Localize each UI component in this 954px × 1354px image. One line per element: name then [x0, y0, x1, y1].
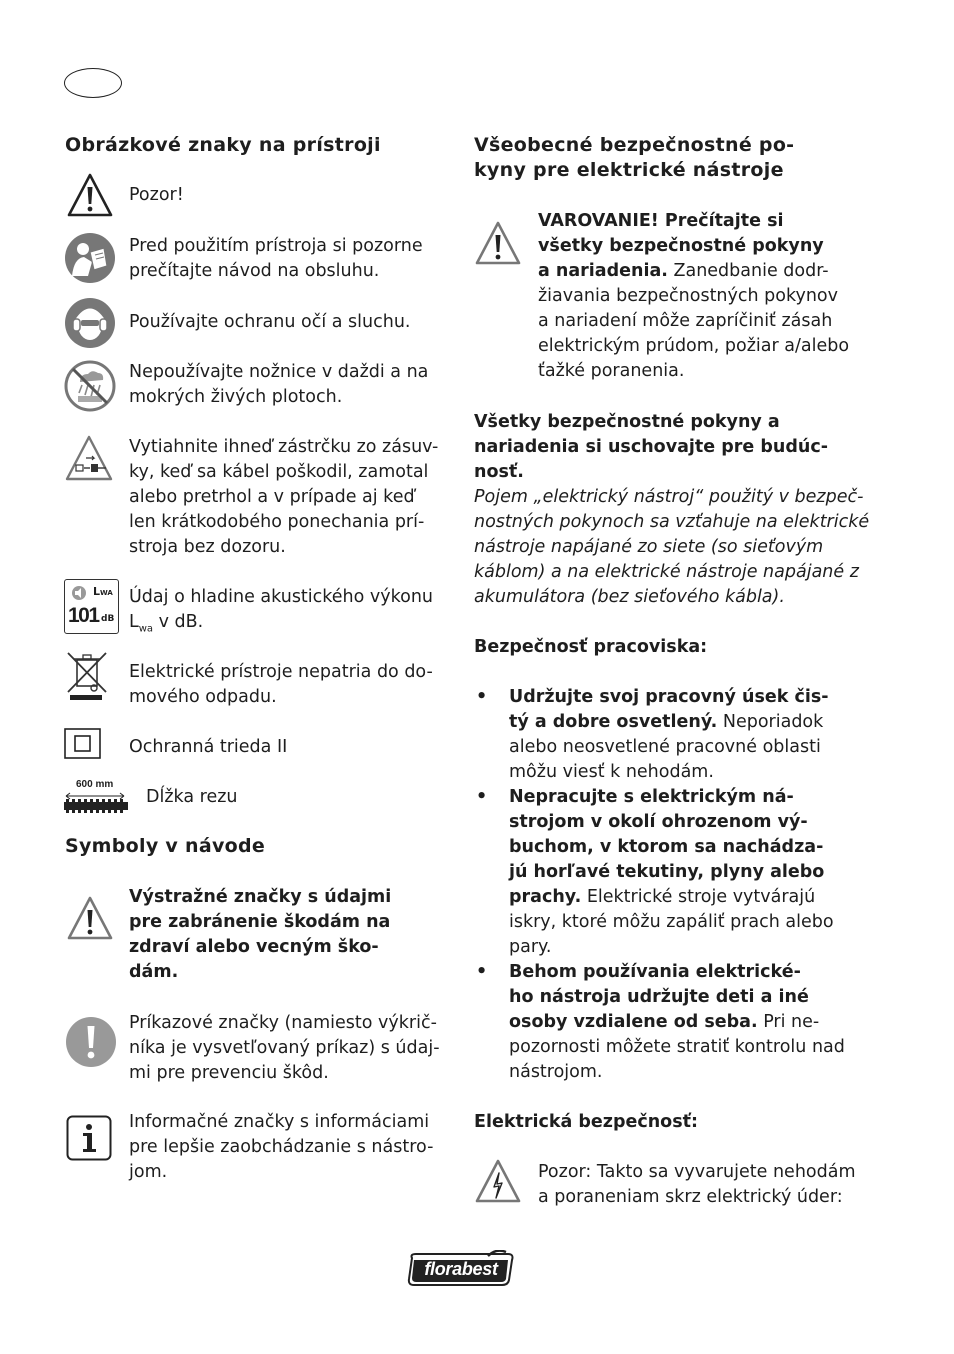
info-sign-icon: [66, 1115, 112, 1161]
protection-class-ii-icon: [64, 728, 102, 760]
mandatory-sign-icon: [65, 1016, 117, 1068]
read-manual-icon: [64, 232, 116, 284]
brand-logo: [406, 1250, 516, 1288]
symbol-text-mandatory: Príkazové značky (namiesto výkrič- níka je vysvetľovaný príkaz) s údaj- mi pre prevenciu škôd.: [129, 1013, 440, 1083]
pictogram-text-no-rain: Nepoužívajte nožnice v daždi a na mokrých živých plotoch.: [129, 362, 429, 407]
section-title-manual-symbols: Symboly v návode: [65, 835, 266, 857]
section-title-device-symbols: Obrázkové znaky na prístroji: [65, 134, 381, 156]
cutting-length-value: 600 mm: [76, 779, 114, 790]
list-item: • Nepracujte s elektrickým ná- strojom v okolí ohrozenom vý- buchom, v ktorom sa nachádza- jú horľavé tekutiny, plyny alebo prachy. Elektrické stroje vytvárajú iskry, ktoré môžu zapáliť prach alebo pary.: [476, 787, 834, 957]
electric-hazard-icon: [474, 1158, 522, 1204]
pictogram-text-read-manual: Pred použitím prístroja si pozorne prečítajte návod na obsluhu.: [129, 236, 423, 281]
pictogram-text-unplug: Vytiahnite ihneď zástrčku zo zásuv- ky, keď sa kábel poškodil, zamotal alebo pretrhol a v prípade aj keď len krátkodobého ponechania prí- stroja bez dozoru.: [129, 437, 439, 557]
electrical-safety-title: Elektrická bezpečnosť:: [474, 1112, 698, 1132]
sound-badge-value: 101: [68, 604, 99, 627]
electric-note-text: Pozor: Takto sa vyvarujete nehodám a poraneniam skrz elektrický úder:: [538, 1162, 856, 1207]
pictogram-text-protection: Používajte ochranu očí a sluchu.: [129, 312, 411, 332]
pictogram-text-warning: Pozor!: [129, 185, 184, 205]
no-rain-icon: [64, 360, 116, 412]
pictogram-text-sound: Údaj o hladine akustického výkonu $L_{wa}$ v dB.: [129, 587, 434, 635]
sound-power-icon: [64, 579, 119, 634]
list-item: • Behom používania elektrické- ho nástroja udržujte deti a iné osoby vzdialene od seba. Pri ne- pozornosti môžete stratiť kontrolu nad nástrojom.: [476, 962, 845, 1082]
sound-badge-label: LWA: [93, 585, 113, 598]
unplug-warning-icon: [64, 434, 114, 482]
blade-icon: [64, 791, 134, 817]
pictogram-text-cutting-length: Dĺžka rezu: [146, 787, 238, 807]
warning-triangle-icon: [66, 895, 114, 941]
warning-read-all-text: VAROVANIE! Prečítajte si všetky bezpečnostné pokyny a nariadenia. Zanedbanie dodr- žiavania bezpečnostných pokynov a nariadení môže zapríčiniť zásah elektrickým prúdom, požiar a/alebo ťažké poranenia.: [538, 211, 850, 381]
workplace-safety-list: [474, 685, 894, 1085]
eye-ear-protection-icon: [64, 297, 116, 349]
speaker-icon: [71, 585, 87, 601]
list-item: • Udržujte svoj pracovný úsek čis- tý a dobre osvetlený. Neporiadok alebo neosvetlené pracovné oblasti môžu viesť k nehodám.: [476, 687, 829, 782]
section-title-general-safety: Všeobecné bezpečnostné po- kyny pre elektrické nástroje: [474, 134, 795, 181]
warning-triangle-icon: [474, 220, 522, 266]
crossed-bin-icon: [64, 650, 110, 700]
pictogram-text-disposal: Elektrické prístroje nepatria do do- mového odpadu.: [129, 662, 433, 707]
keep-instructions-text: Všetky bezpečnostné pokyny a nariadenia si uschovajte pre budúc- nosť.: [474, 412, 828, 482]
symbol-text-info: Informačné značky s informáciami pre lepšie zaobchádzanie s nástro- jom.: [129, 1112, 434, 1182]
sound-badge-unit: dB: [101, 614, 115, 624]
cutting-length-icon: [64, 779, 134, 817]
logo-text: florabest: [424, 1259, 498, 1279]
warning-triangle-icon: [66, 172, 114, 218]
pictogram-text-class-ii: Ochranná trieda II: [129, 737, 288, 757]
symbol-text-warning: Výstražné značky s údajmi pre zabránenie škodám na zdraví alebo vecným ško- dám.: [129, 887, 392, 982]
power-tool-definition-text: Pojem „elektrický nástroj“ použitý v bezpeč- nostných pokynoch sa vzťahuje na elektrické nástroje napájané zo siete (so sieťovým káblom) a na elektrické nástroje napájané z akumulátora (bez sieťového kábla).: [474, 487, 870, 607]
workplace-safety-title: Bezpečnosť pracoviska:: [474, 637, 708, 657]
language-badge: [64, 68, 122, 98]
